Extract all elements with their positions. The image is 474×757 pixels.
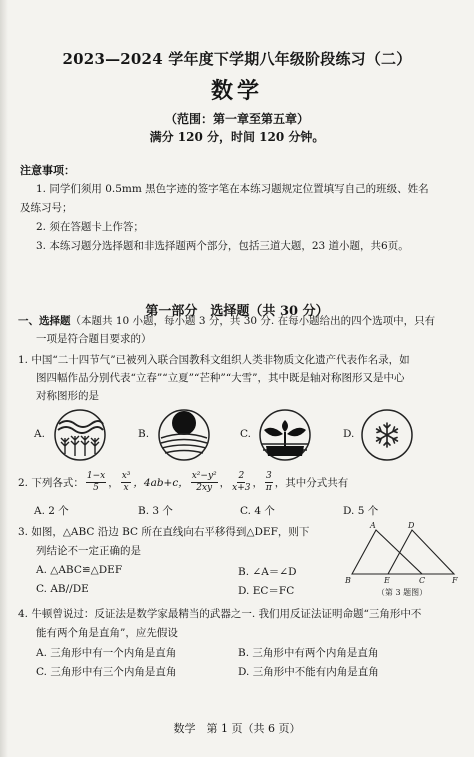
q2-term-3: ，4ab+c， — [133, 477, 189, 489]
fraction-4-numerator: x²−y² — [191, 471, 217, 481]
q4-line1: 4. 牛顿曾说过：反证法是数学家最精当的武器之一. 我们用反证法证明命题“三角形中不 — [18, 608, 422, 620]
q1-option-d-label: D. — [343, 428, 355, 440]
triangle-translation-figure — [342, 520, 462, 598]
notes-heading: 注意事项： — [20, 164, 75, 177]
q1-line1: 1. 中国“二十四节气”已被列入联合国教科文组织人类非物质文化遗产代表作名录，如 — [18, 354, 410, 366]
section1-instruction-cont: 一项是符合题目要求的） — [36, 333, 152, 345]
exam-range: （范围：第一章至第五章） — [164, 112, 309, 126]
page-footer: 数学 第 1 页（共 6 页） — [173, 722, 301, 735]
figure-caption: （第 3 题图） — [376, 588, 428, 597]
q3-line1: 3. 如图，△ABC 沿边 BC 所在直线向右平移得到△DEF，则下 — [18, 526, 310, 538]
section1-rest: （本题共 10 小题，每小题 3 分，共 30 分. 在每小题给出的四个选项中，只有 — [70, 315, 436, 327]
fraction-4 — [191, 472, 218, 493]
exam-score: 满分 120 分，时间 120 分钟。 — [149, 130, 325, 144]
q4-option-c: C. 三角形中有三个内角是直角 — [36, 666, 177, 678]
fraction-2 — [121, 472, 132, 493]
q3-option-d: D. EC＝FC — [238, 585, 295, 597]
section1-lead: 一、选择题 — [18, 315, 71, 327]
q2-option-b: B. 3 个 — [138, 505, 173, 517]
section1-instruction — [18, 313, 435, 328]
q3-option-b: B. ∠A＝∠D — [238, 566, 297, 578]
fraction-5-numerator: 2 — [238, 471, 245, 481]
note-1-cont: 及练习号； — [20, 202, 73, 214]
lixia-icon — [157, 408, 211, 462]
q1-line3: 对称图形的是 — [36, 390, 99, 402]
q1-line2: 图四幅作品分别代表“立春”“立夏”“芒种”“大雪”，其中既是轴对称图形又是中心 — [36, 372, 405, 384]
note-2: 2. 须在答题卡上作答； — [36, 221, 144, 233]
point-a-label: A — [370, 521, 376, 530]
q4-option-b: B. 三角形中有两个内角是直角 — [238, 647, 379, 659]
q1-option-a-label: A. — [34, 428, 45, 440]
fraction-2-numerator: x³ — [121, 471, 131, 481]
point-c-label: C — [419, 576, 426, 585]
q2-option-c: C. 4 个 — [240, 505, 275, 517]
exam-title: 2023—2024 学年度下学期八年级阶段练习（二） — [62, 50, 412, 68]
fraction-6-numerator: 3 — [266, 471, 272, 481]
lichun-icon — [53, 408, 107, 462]
fraction-6 — [265, 472, 273, 493]
q4-option-d: D. 三角形中不能有内角是直角 — [238, 666, 379, 678]
fraction-6-denominator: π — [265, 483, 272, 493]
point-b-label: B — [345, 576, 351, 585]
q4-line2: 能有两个角是直角”，应先假设 — [36, 627, 178, 639]
daxue-snowflake-icon — [360, 408, 414, 462]
q2-tail: ，其中分式共有 — [274, 477, 349, 489]
q4-option-a: A. 三角形中有一个内角是直角 — [36, 647, 177, 659]
q2-option-a: A. 2 个 — [34, 505, 69, 517]
q2-stem: 2. 下列各式： $\frac{1-x}{5}$ ， $\frac{\text{x³}}{x}$ ，4ab+c， $\frac{\text{x²−y²}}{2xy}$ ， $\frac{2}{x+3}$ ， $\frac{3}{\pi}$ ，其中分式共有 — [18, 471, 349, 493]
subject-title: 数学 — [210, 78, 263, 104]
q3-option-c: C. AB//DE — [36, 583, 89, 595]
fraction-2-denominator: x — [123, 483, 129, 493]
point-f-label: F — [452, 576, 458, 585]
fraction-5 — [232, 472, 250, 493]
q1-option-c-label: C. — [240, 428, 251, 440]
q2-lead: 2. 下列各式： — [18, 477, 84, 489]
note-1: 1. 同学们须用 0.5mm 黑色字迹的签字笔在本练习题规定位置填写自己的班级、姓名 — [36, 183, 429, 195]
point-e-label: E — [384, 576, 390, 585]
note-3: 3. 本练习题分选择题和非选择题两个部分，包括三道大题，23 道小题，共6页。 — [36, 240, 409, 252]
fraction-1 — [86, 472, 106, 493]
q3-line2: 列结论不一定正确的是 — [36, 545, 141, 557]
q1-option-b-label: B. — [138, 428, 150, 440]
fraction-4-denominator: 2xy — [196, 483, 213, 493]
fraction-5-denominator: x+3 — [232, 483, 251, 493]
fraction-1-denominator: 5 — [93, 483, 99, 493]
q2-option-d: D. 5 个 — [343, 505, 379, 517]
fraction-1-numerator: 1−x — [86, 471, 106, 481]
q3-option-a: A. △ABC≌△DEF — [36, 564, 123, 576]
mangzhong-icon — [258, 408, 312, 462]
point-d-label: D — [408, 521, 415, 530]
part1-heading: 第一部分 选择题（共 30 分） — [145, 304, 329, 319]
